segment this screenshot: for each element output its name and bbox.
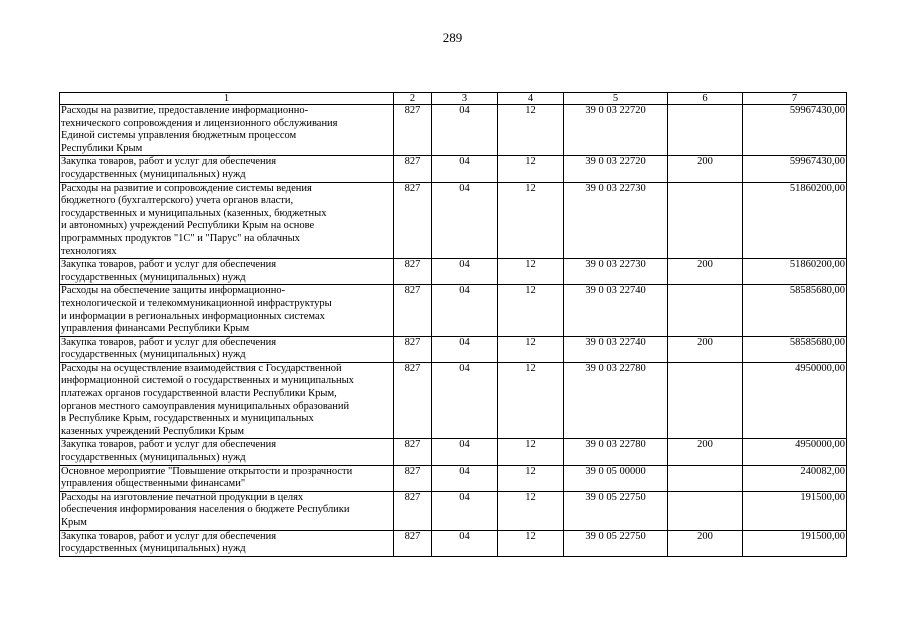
- row-target-article: 39 0 03 22730: [564, 182, 668, 259]
- row-ministry-code: 827: [394, 285, 432, 336]
- row-target-article: 39 0 03 22720: [564, 105, 668, 156]
- row-target-article: 39 0 03 22780: [564, 362, 668, 439]
- row-expense-type: [668, 465, 743, 491]
- row-expense-type: 200: [668, 259, 743, 285]
- row-target-article: 39 0 03 22720: [564, 156, 668, 182]
- table-row: [60, 182, 847, 259]
- row-description: Расходы на осуществление взаимодействия с Государственной информационной системой о государственных и муниципальных платежах органов государственной власти Республики Крым, органов местного самоуправления муниципальных образований в Республике Крым, государственных и муниципальных казенных учреждений Республики Крым: [60, 362, 394, 439]
- row-subsection-code: 12: [498, 491, 564, 530]
- row-section-code: 04: [432, 530, 498, 556]
- row-subsection-code: 12: [498, 259, 564, 285]
- row-description: Закупка товаров, работ и услуг для обеспечения государственных (муниципальных) нужд: [60, 336, 394, 362]
- row-amount: 191500,00: [743, 491, 847, 530]
- row-subsection-code: 12: [498, 182, 564, 259]
- row-section-code: 04: [432, 182, 498, 259]
- table-row: [60, 491, 847, 530]
- row-amount: 240082,00: [743, 465, 847, 491]
- row-target-article: 39 0 05 22750: [564, 530, 668, 556]
- row-subsection-code: 12: [498, 285, 564, 336]
- row-amount: 58585680,00: [743, 336, 847, 362]
- row-section-code: 04: [432, 362, 498, 439]
- row-amount: 58585680,00: [743, 285, 847, 336]
- row-description: Закупка товаров, работ и услуг для обеспечения государственных (муниципальных) нужд: [60, 156, 394, 182]
- table-row: [60, 285, 847, 336]
- row-target-article: 39 0 03 22780: [564, 439, 668, 465]
- row-amount: 4950000,00: [743, 362, 847, 439]
- row-section-code: 04: [432, 105, 498, 156]
- header-col-5: 5: [564, 93, 668, 105]
- row-expense-type: 200: [668, 530, 743, 556]
- table-row: [60, 439, 847, 465]
- row-description: Закупка товаров, работ и услуг для обеспечения государственных (муниципальных) нужд: [60, 439, 394, 465]
- header-col-6: 6: [668, 93, 743, 105]
- row-ministry-code: 827: [394, 259, 432, 285]
- row-description: Закупка товаров, работ и услуг для обеспечения государственных (муниципальных) нужд: [60, 530, 394, 556]
- row-ministry-code: 827: [394, 156, 432, 182]
- row-expense-type: [668, 362, 743, 439]
- row-target-article: 39 0 05 00000: [564, 465, 668, 491]
- row-section-code: 04: [432, 491, 498, 530]
- page-number: 289: [442, 30, 463, 45]
- row-amount: 59967430,00: [743, 156, 847, 182]
- row-section-code: 04: [432, 156, 498, 182]
- row-description: Закупка товаров, работ и услуг для обеспечения государственных (муниципальных) нужд: [60, 259, 394, 285]
- row-expense-type: [668, 182, 743, 259]
- row-ministry-code: 827: [394, 530, 432, 556]
- row-section-code: 04: [432, 439, 498, 465]
- row-subsection-code: 12: [498, 336, 564, 362]
- header-col-3: 3: [432, 93, 498, 105]
- table-row: [60, 465, 847, 491]
- row-section-code: 04: [432, 336, 498, 362]
- row-expense-type: [668, 285, 743, 336]
- row-amount: 191500,00: [743, 530, 847, 556]
- header-col-7: 7: [743, 93, 847, 105]
- row-ministry-code: 827: [394, 182, 432, 259]
- row-ministry-code: 827: [394, 336, 432, 362]
- row-target-article: 39 0 03 22730: [564, 259, 668, 285]
- row-amount: 51860200,00: [743, 259, 847, 285]
- table-row: [60, 105, 847, 156]
- row-target-article: 39 0 05 22750: [564, 491, 668, 530]
- row-description: Расходы на обеспечение защиты информационно- технологической и телекоммуникационной инфраструктуры и информации в региональных информационных системах управления финансами Республики Крым: [60, 285, 394, 336]
- row-expense-type: 200: [668, 336, 743, 362]
- header-row: [60, 93, 847, 105]
- header-col-2: 2: [394, 93, 432, 105]
- row-subsection-code: 12: [498, 105, 564, 156]
- row-ministry-code: 827: [394, 439, 432, 465]
- table-row: [60, 336, 847, 362]
- row-section-code: 04: [432, 465, 498, 491]
- table-row: [60, 156, 847, 182]
- row-expense-type: [668, 105, 743, 156]
- header-col-4: 4: [498, 93, 564, 105]
- table-body: [60, 105, 847, 557]
- row-ministry-code: 827: [394, 465, 432, 491]
- row-subsection-code: 12: [498, 156, 564, 182]
- row-target-article: 39 0 03 22740: [564, 336, 668, 362]
- budget-table: [59, 92, 847, 557]
- row-amount: 4950000,00: [743, 439, 847, 465]
- row-ministry-code: 827: [394, 362, 432, 439]
- row-subsection-code: 12: [498, 362, 564, 439]
- row-description: Расходы на изготовление печатной продукции в целях обеспечения информирования населения о бюджете Республики Крым: [60, 491, 394, 530]
- row-expense-type: 200: [668, 156, 743, 182]
- row-expense-type: [668, 491, 743, 530]
- row-amount: 59967430,00: [743, 105, 847, 156]
- row-expense-type: 200: [668, 439, 743, 465]
- header-col-1: 1: [60, 93, 394, 105]
- table-row: [60, 530, 847, 556]
- row-amount: 51860200,00: [743, 182, 847, 259]
- row-subsection-code: 12: [498, 465, 564, 491]
- row-subsection-code: 12: [498, 530, 564, 556]
- row-subsection-code: 12: [498, 439, 564, 465]
- row-section-code: 04: [432, 259, 498, 285]
- row-ministry-code: 827: [394, 491, 432, 530]
- table-row: [60, 362, 847, 439]
- row-ministry-code: 827: [394, 105, 432, 156]
- row-section-code: 04: [432, 285, 498, 336]
- row-description: Расходы на развитие, предоставление информационно- технического сопровождения и лицензионного обслуживания Единой системы управления бюджетным процессом Республики Крым: [60, 105, 394, 156]
- row-description: Основное мероприятие "Повышение открытости и прозрачности управления общественными финансами": [60, 465, 394, 491]
- row-description: Расходы на развитие и сопровождение системы ведения бюджетного (бухгалтерского) учета органов власти, государственных и муниципальных (казенных, бюджетных и автономных) учреждений Республики Крым на основе программных продуктов "1С" и "Парус" на облачных технологиях: [60, 182, 394, 259]
- table-row: [60, 259, 847, 285]
- row-target-article: 39 0 03 22740: [564, 285, 668, 336]
